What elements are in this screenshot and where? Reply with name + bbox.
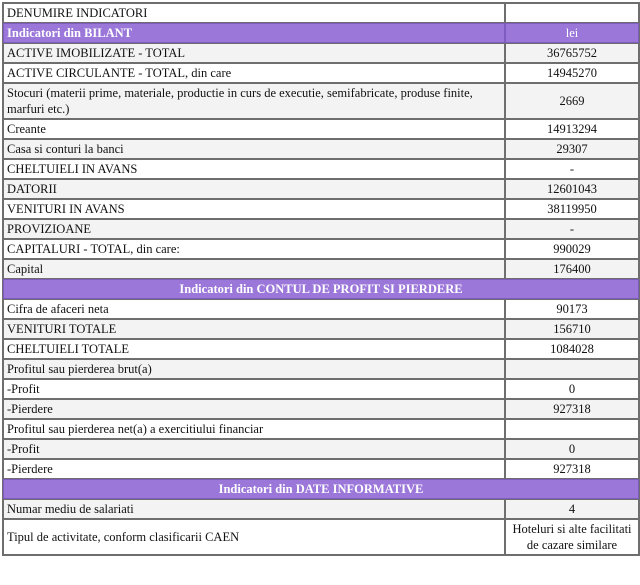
row-label: Profitul sau pierderea brut(a) [3, 359, 505, 379]
row-value: 990029 [505, 239, 639, 259]
row-label: DATORII [3, 179, 505, 199]
table-row [3, 43, 639, 63]
table-header-row [3, 3, 639, 23]
row-label: VENITURI TOTALE [3, 319, 505, 339]
row-label: Capital [3, 259, 505, 279]
row-value: 29307 [505, 139, 639, 159]
row-value [505, 419, 639, 439]
row-label: Profitul sau pierderea net(a) a exercitiului financiar [3, 419, 505, 439]
row-label: CHELTUIELI IN AVANS [3, 159, 505, 179]
table-row [3, 359, 639, 379]
section-title-bilant: Indicatori din BILANT [3, 23, 505, 43]
table-row [3, 439, 639, 459]
row-value: 0 [505, 439, 639, 459]
table-row [3, 259, 639, 279]
section-bilant [3, 23, 639, 43]
table-row [3, 219, 639, 239]
table-row [3, 179, 639, 199]
row-label: Creante [3, 119, 505, 139]
table-row [3, 339, 639, 359]
table-row [3, 419, 639, 439]
header-label: DENUMIRE INDICATORI [3, 3, 505, 23]
row-value: 36765752 [505, 43, 639, 63]
row-label: -Profit [3, 439, 505, 459]
row-label: VENITURI IN AVANS [3, 199, 505, 219]
table-row [3, 499, 639, 519]
row-value: 927318 [505, 459, 639, 479]
row-value: 90173 [505, 299, 639, 319]
table-row [3, 239, 639, 259]
table-row [3, 299, 639, 319]
section-title-profit-loss: Indicatori din CONTUL DE PROFIT SI PIERDERE [3, 279, 639, 299]
indicators-table [2, 2, 640, 556]
table-row [3, 199, 639, 219]
row-label: -Profit [3, 379, 505, 399]
table-row [3, 139, 639, 159]
row-value: 2669 [505, 83, 639, 119]
section-informative-data [3, 479, 639, 499]
row-value: 1084028 [505, 339, 639, 359]
table-row [3, 399, 639, 419]
row-value: 12601043 [505, 179, 639, 199]
table-row [3, 379, 639, 399]
table-row [3, 319, 639, 339]
row-label: Casa si conturi la banci [3, 139, 505, 159]
table-row [3, 519, 639, 555]
row-label: CAPITALURI - TOTAL, din care: [3, 239, 505, 259]
row-label: CHELTUIELI TOTALE [3, 339, 505, 359]
row-value: 176400 [505, 259, 639, 279]
table-row [3, 63, 639, 83]
unit-label: lei [505, 23, 639, 43]
financial-indicators-panel [2, 2, 638, 556]
table-row [3, 119, 639, 139]
section-profit-loss [3, 279, 639, 299]
row-label: ACTIVE IMOBILIZATE - TOTAL [3, 43, 505, 63]
row-value: 4 [505, 499, 639, 519]
row-label: Stocuri (materii prime, materiale, productie in curs de executie, semifabricate, produse finite, marfuri etc.) [3, 83, 505, 119]
row-value: Hoteluri si alte facilitati de cazare similare [505, 519, 639, 555]
row-value: 14913294 [505, 119, 639, 139]
table-row [3, 159, 639, 179]
row-value: - [505, 219, 639, 239]
row-value: 14945270 [505, 63, 639, 83]
row-label: Tipul de activitate, conform clasificarii CAEN [3, 519, 505, 555]
row-label: PROVIZIOANE [3, 219, 505, 239]
row-label: -Pierdere [3, 399, 505, 419]
table-row [3, 83, 639, 119]
section-title-informative: Indicatori din DATE INFORMATIVE [3, 479, 639, 499]
row-value [505, 359, 639, 379]
row-label: Cifra de afaceri neta [3, 299, 505, 319]
row-label: -Pierdere [3, 459, 505, 479]
header-value [505, 3, 639, 23]
row-label: Numar mediu de salariati [3, 499, 505, 519]
row-label: ACTIVE CIRCULANTE - TOTAL, din care [3, 63, 505, 83]
row-value: 38119950 [505, 199, 639, 219]
row-value: 927318 [505, 399, 639, 419]
table-row [3, 459, 639, 479]
row-value: - [505, 159, 639, 179]
row-value: 0 [505, 379, 639, 399]
row-value: 156710 [505, 319, 639, 339]
